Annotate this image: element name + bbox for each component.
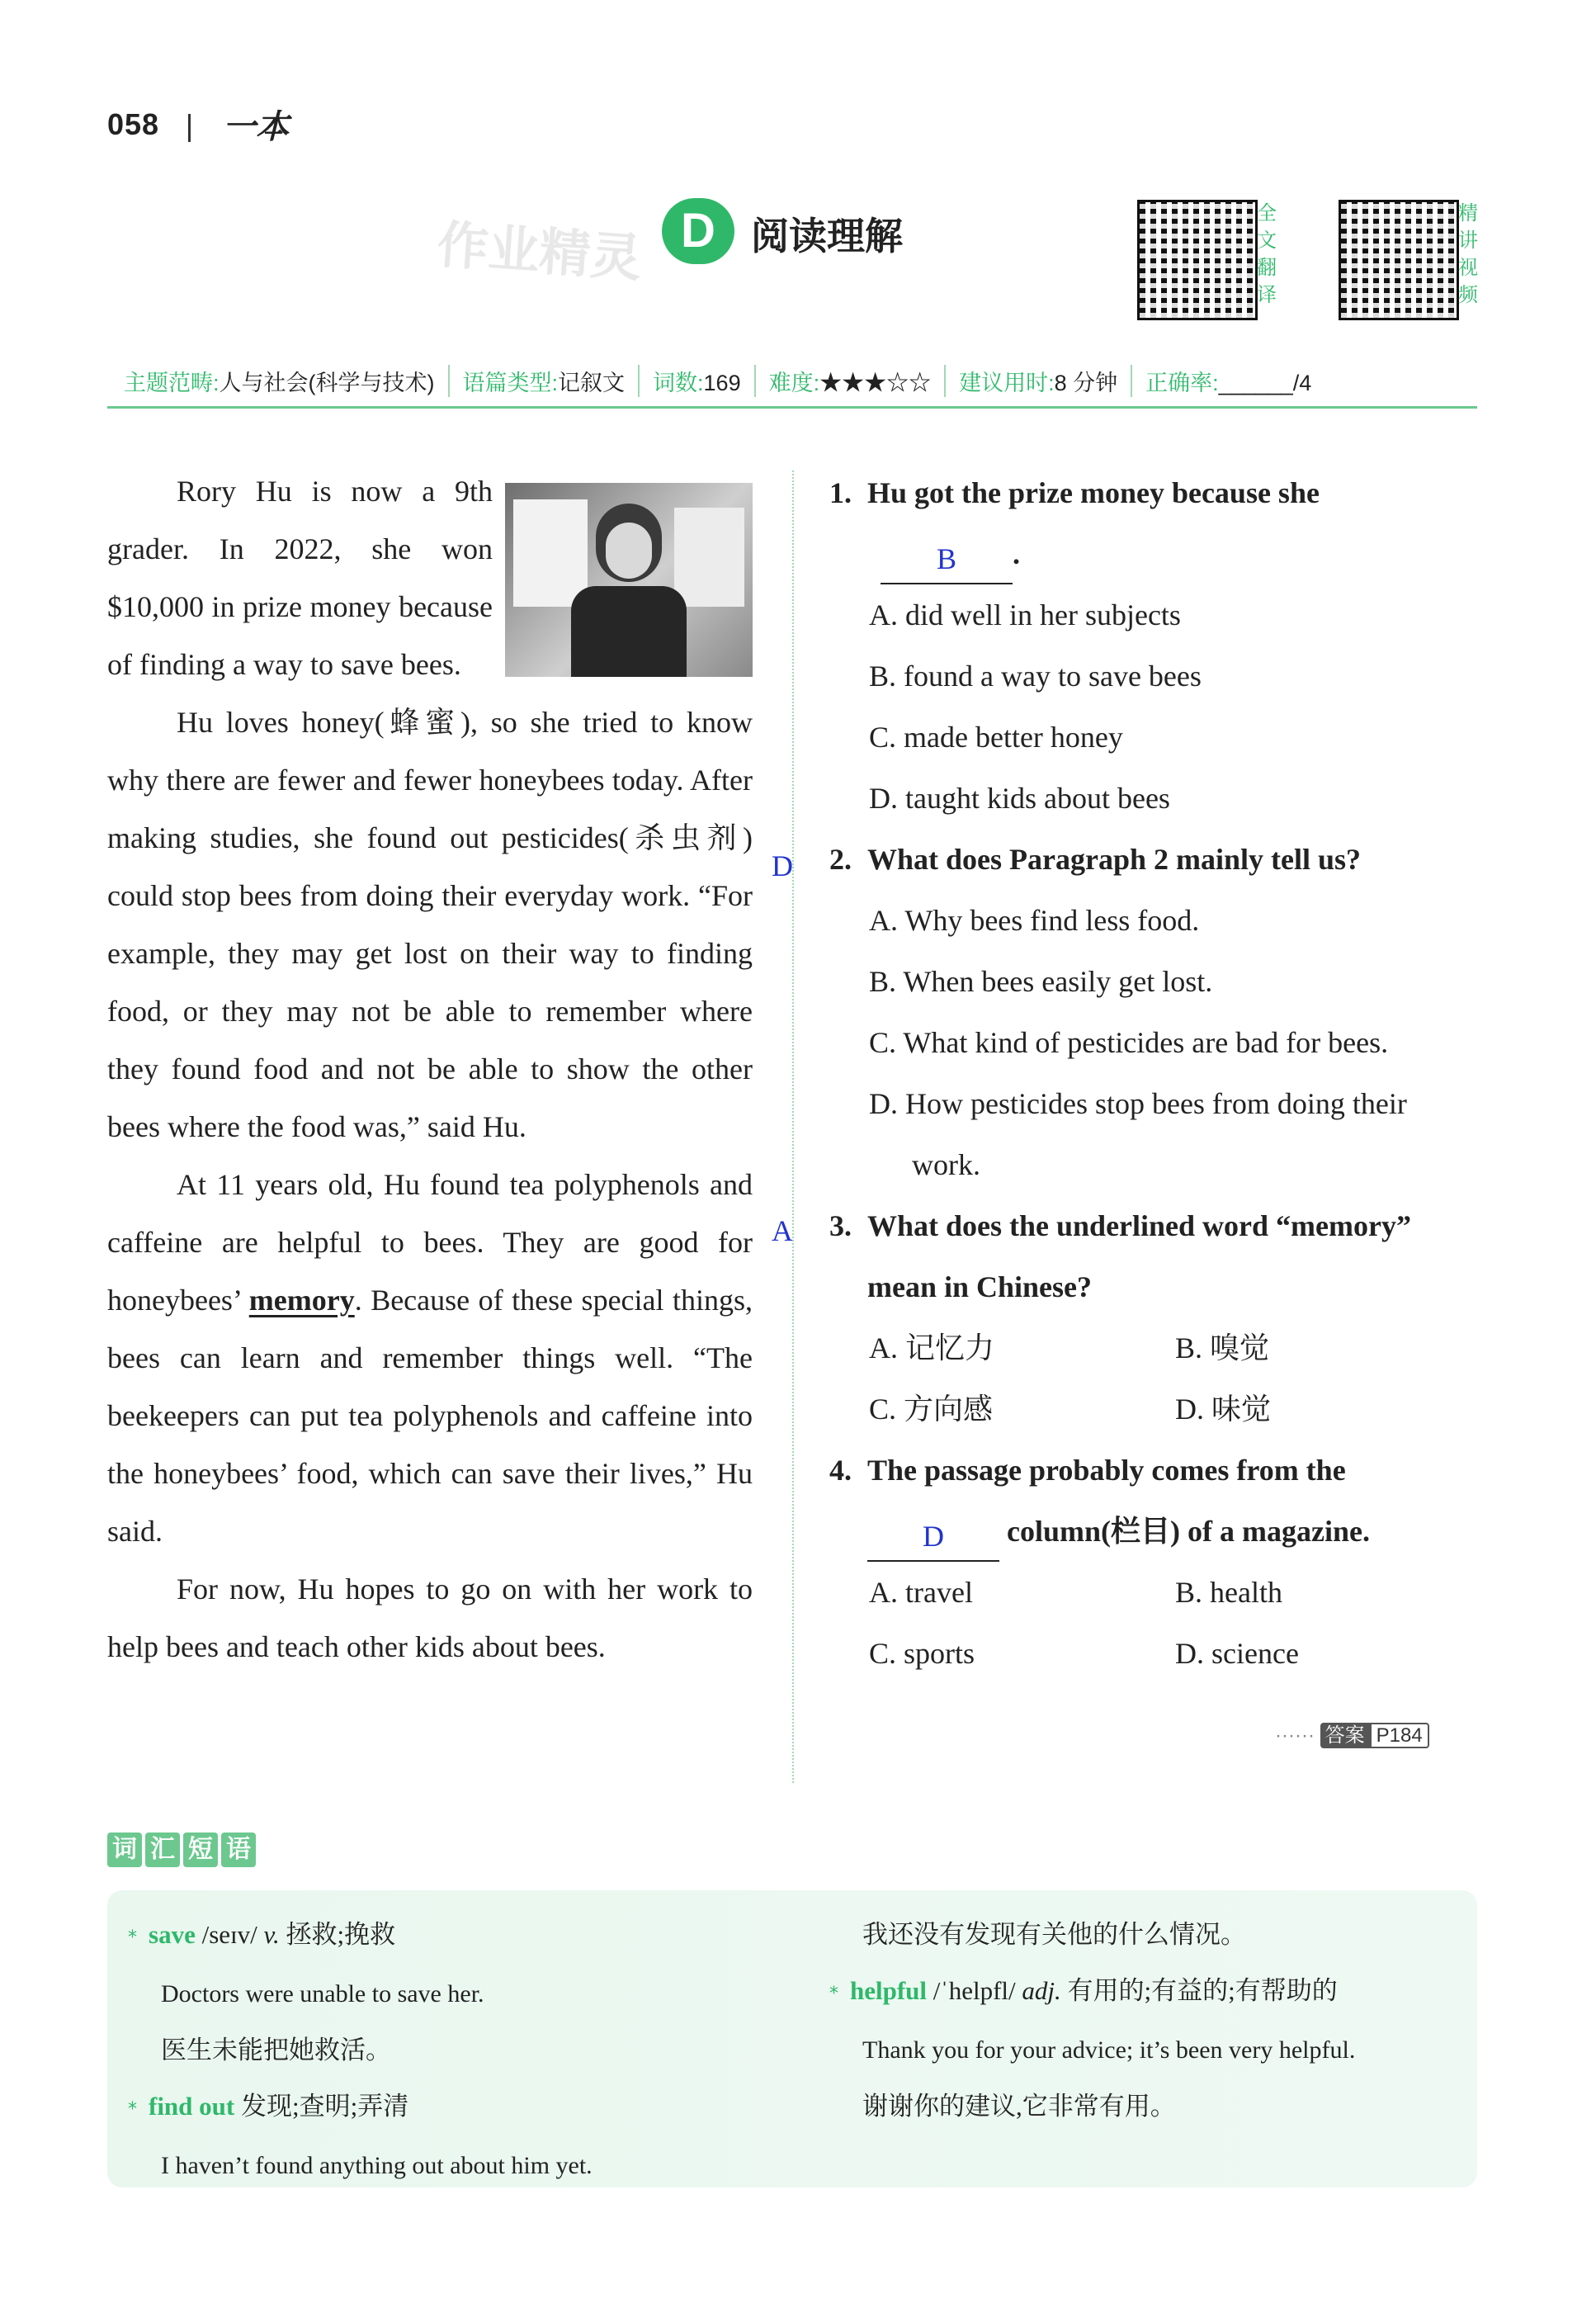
example-en: I haven’t found anything out about him yet. (161, 2152, 593, 2179)
accuracy-key: 正确率: (1145, 370, 1219, 395)
option-row (829, 1623, 1481, 1684)
filled-answer: D (923, 1520, 944, 1553)
option[interactable]: C. What kind of pesticides are bad for bees. (869, 1026, 1389, 1059)
star-icon: * (128, 1927, 137, 1948)
option[interactable]: A. 记忆力 (869, 1331, 994, 1364)
qr2-char: 精 (1458, 202, 1478, 225)
reading-passage (107, 462, 753, 1676)
genre-key: 语篇类型: (462, 370, 559, 395)
phonetic: /seɪv/ (201, 1920, 257, 1949)
question-text: Hu got the prize money because she (867, 476, 1320, 509)
vocab-box (107, 1890, 1477, 2187)
question-number: 2. (829, 843, 852, 876)
example-cn: 谢谢你的建议,它非常有用。 (862, 2092, 1176, 2121)
question-4-stem (829, 1440, 1481, 1501)
option[interactable]: B. 嗅觉 (1175, 1331, 1270, 1364)
section-title: 阅读理解 (751, 215, 903, 258)
vocab-column-right (829, 1907, 1465, 2135)
questions-section (829, 462, 1481, 1684)
option-row (829, 1317, 1481, 1379)
theme-info (107, 365, 450, 397)
difficulty-key: 难度: (768, 370, 820, 395)
question-number: 4. (829, 1454, 852, 1487)
watermark: 作业精灵 (435, 216, 644, 288)
answer-blank[interactable] (881, 542, 1013, 584)
vocab-title-char: 语 (221, 1833, 256, 1867)
option-continuation: work. (912, 1148, 980, 1181)
meaning: 发现;查明;弄清 (240, 2092, 409, 2121)
qr1-char: 全 (1257, 202, 1277, 225)
option[interactable]: C. made better honey (869, 721, 1123, 754)
qr2-char: 频 (1458, 284, 1478, 306)
accuracy-blank: ______/4 (1218, 370, 1312, 395)
phonetic: /ˈhelpfl/ (933, 1976, 1016, 2005)
meaning: 有用的;有益的;有帮助的 (1067, 1976, 1338, 2005)
leader-dots: ······ (1275, 1724, 1315, 1747)
option[interactable]: C. 方向感 (869, 1393, 994, 1426)
qr1-char: 译 (1257, 284, 1277, 306)
column-divider (792, 471, 794, 1783)
question-2-stem (829, 829, 1481, 890)
option-row (829, 1379, 1481, 1440)
p3-text: . Because of these special things, bees can learn and remember things well. “The beekeepers can put tea polyphenols and caffeine into the honeybees’ food, which can save their lives,” Hu said. (107, 1284, 753, 1548)
section-letter-badge: D (662, 198, 734, 264)
vocab-entry-helpful (829, 1963, 1465, 2022)
word-count-key: 词数: (653, 370, 704, 395)
brand-logo: 一本 (223, 108, 289, 145)
qr1-char: 翻 (1257, 257, 1277, 279)
qr2-char: 讲 (1458, 229, 1478, 252)
word-count-value: 169 (703, 370, 741, 395)
option[interactable]: D. 味觉 (1175, 1393, 1271, 1426)
qr2-char: 视 (1458, 257, 1478, 279)
underlined-word: memory (248, 1284, 355, 1317)
passage-paragraph-3 (107, 1156, 753, 1560)
meaning: 拯救;挽救 (286, 1920, 396, 1949)
option-row (829, 1562, 1481, 1623)
vocab-title-char: 汇 (145, 1833, 180, 1867)
word-count-info (640, 365, 756, 397)
question-number: 1. (829, 476, 852, 509)
vocab-section-title (107, 1833, 256, 1867)
vocab-column-left (128, 1907, 772, 2194)
example-cn: 我还没有发现有关他的什么情况。 (862, 1920, 1246, 1949)
answer-tag: 答案 (1320, 1723, 1370, 1748)
qr-caption-video (1457, 200, 1479, 309)
question-text: . (1013, 537, 1020, 570)
theme-key: 主题范畴: (124, 370, 220, 395)
question-1-blank-line (829, 523, 1481, 584)
vocab-word: find out (149, 2092, 235, 2121)
option[interactable]: B. health (1175, 1576, 1282, 1609)
qr-caption-translation (1256, 200, 1277, 309)
example-en: Doctors were unable to save her. (161, 1980, 484, 2008)
page-number: 058 (107, 107, 160, 141)
question-text: What does the underlined word “memory” (867, 1209, 1411, 1242)
option[interactable]: D. taught kids about bees (869, 782, 1170, 815)
margin-answer-q3: A (772, 1214, 793, 1247)
option[interactable]: B. found a way to save bees (869, 660, 1202, 693)
answer-blank[interactable] (867, 1520, 999, 1562)
option[interactable]: A. Why bees find less food. (869, 904, 1200, 937)
star-icon: * (128, 2099, 137, 2120)
time-key: 建议用时: (959, 370, 1055, 395)
photo-spacer (493, 462, 753, 644)
info-bar (107, 355, 1477, 409)
qr-code-translation[interactable] (1137, 200, 1258, 320)
question-3-stem (829, 1195, 1481, 1256)
vocab-entry-find-out (128, 2078, 772, 2138)
p3-text: At 11 years old, Hu found tea polyphenols and caffeine are helpful to bees. They are good for honeybees’ (107, 1168, 753, 1317)
header-divider (188, 114, 191, 142)
option[interactable]: B. When bees easily get lost. (869, 965, 1213, 998)
question-text: The passage probably comes from the (867, 1454, 1346, 1487)
example-cn: 医生未能把她救活。 (161, 2036, 391, 2064)
option[interactable]: A. travel (869, 1576, 973, 1609)
difficulty-info (756, 365, 947, 397)
example-en: Thank you for your advice; it’s been very helpful. (862, 2036, 1356, 2064)
answer-page-reference[interactable] (1275, 1719, 1429, 1747)
time-info (946, 365, 1132, 397)
margin-answer-q2: D (772, 849, 793, 882)
vocab-word: save (149, 1920, 196, 1949)
passage-paragraph-1: Rory Hu is now a 9th grader. In 2022, she won $10,000 in prize money because of finding a way to save bees. (107, 475, 493, 681)
accuracy-info (1132, 365, 1324, 397)
passage-paragraph-4: For now, Hu hopes to go on with her work to help bees and teach other kids about bees. (107, 1572, 753, 1663)
vocab-title-char: 词 (107, 1833, 142, 1867)
answer-page: P184 (1370, 1723, 1429, 1748)
question-4-blank-line (829, 1501, 1481, 1562)
vocab-title-char: 短 (183, 1833, 218, 1867)
part-of-speech: adj. (1022, 1976, 1061, 2005)
vocab-entry-save (128, 1907, 772, 1966)
question-number: 3. (829, 1209, 852, 1242)
passage-paragraph-2: Hu loves honey(蜂蜜), so she tried to know why there are fewer and fewer honeybees today. After making studies, she found out pesticides(杀虫剂) could stop bees from doing their everyday work. “For example, they may get lost on their way to finding food, or they may not be able to remember where they found food and not be able to show the other bees where the food was,” said Hu. (107, 706, 753, 1143)
genre-info (450, 365, 640, 397)
qr1-char: 文 (1257, 229, 1277, 252)
option[interactable]: C. sports (869, 1637, 975, 1670)
option[interactable]: D. science (1175, 1637, 1299, 1670)
theme-value: 人与社会(科学与技术) (219, 370, 435, 395)
difficulty-stars: ★★★☆☆ (819, 370, 932, 395)
filled-answer: B (936, 542, 956, 575)
vocab-word: helpful (850, 1976, 928, 2005)
part-of-speech: v. (263, 1920, 280, 1949)
star-icon: * (829, 1984, 838, 2004)
question-text: column(栏目) of a magazine. (1007, 1515, 1370, 1548)
qr-code-video[interactable] (1339, 200, 1459, 320)
time-value: 8 分钟 (1054, 370, 1118, 395)
question-3-stem-cont: mean in Chinese? (867, 1270, 1093, 1303)
option[interactable]: D. How pesticides stop bees from doing their (869, 1087, 1407, 1120)
question-1-stem (829, 462, 1481, 523)
option[interactable]: A. did well in her subjects (869, 598, 1181, 631)
question-text: What does Paragraph 2 mainly tell us? (867, 843, 1362, 876)
genre-value: 记叙文 (558, 370, 626, 395)
